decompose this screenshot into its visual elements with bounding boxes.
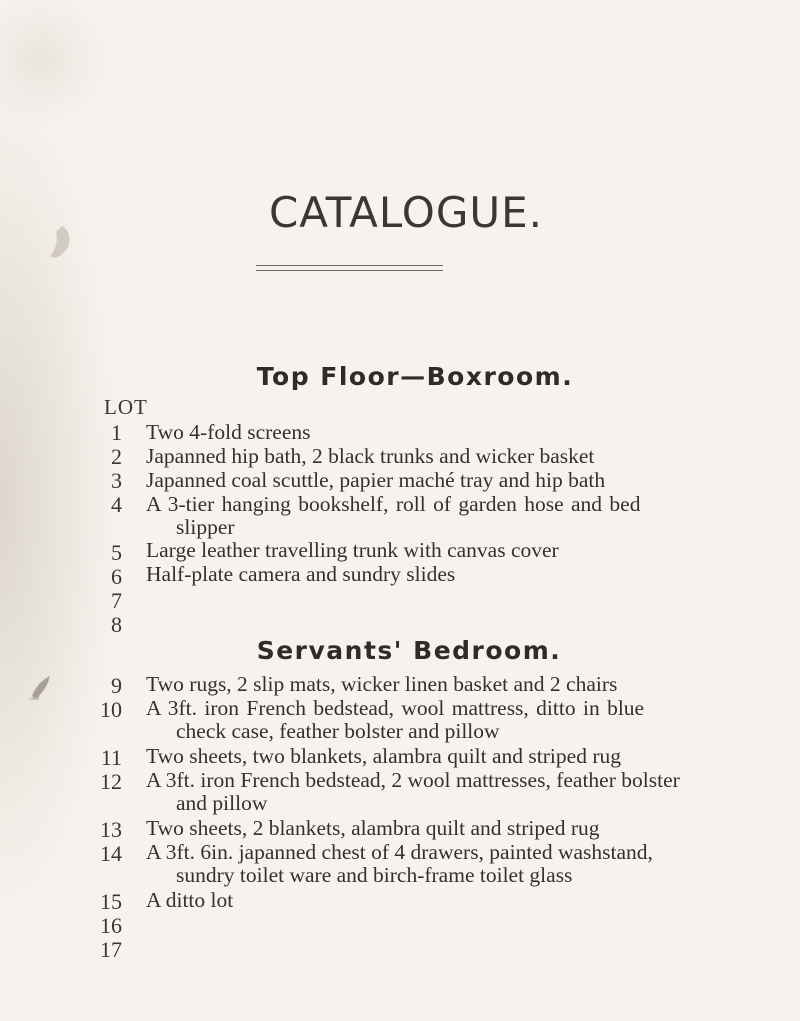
lot-number: 2	[111, 444, 122, 469]
lot-description	[146, 841, 786, 887]
lot-line: Two rugs, 2 slip mats, wicker linen basket and 2 chairs	[146, 672, 618, 696]
lot-line: slipper	[176, 515, 235, 539]
lot-description	[146, 769, 786, 815]
paper-stain	[26, 672, 56, 702]
lot-line: check case, feather bolster and pillow	[176, 719, 500, 743]
lot-description	[146, 563, 786, 586]
lot-description	[146, 817, 786, 840]
lot-description	[146, 889, 786, 912]
lot-number: 9	[111, 673, 122, 698]
section-heading-boxroom: Top Floor—Boxroom.	[256, 362, 574, 391]
lot-line: Japanned hip bath, 2 black trunks and wicker basket	[146, 444, 595, 468]
lot-line: Two sheets, 2 blankets, alambra quilt and striped rug	[146, 816, 600, 840]
lot-number: 10	[100, 697, 122, 722]
lot-description	[146, 673, 786, 696]
lot-line: and pillow	[176, 791, 268, 815]
title-underline-top	[256, 265, 443, 266]
lot-number: 11	[100, 745, 122, 770]
lot-line: A 3-tier hanging bookshelf, roll of garden hose and bed	[146, 492, 641, 516]
lot-number: 13	[100, 817, 122, 842]
lot-number: 4	[111, 492, 122, 517]
lot-number: 8	[111, 612, 122, 637]
lot-number: 16	[100, 913, 122, 938]
lot-line: Large leather travelling trunk with canvas cover	[146, 538, 559, 562]
lot-number: 5	[111, 540, 122, 565]
title-underline-bottom	[256, 270, 443, 271]
lot-description	[146, 421, 786, 444]
lot-line: Two sheets, two blankets, alambra quilt and striped rug	[146, 744, 621, 768]
lot-line: Japanned coal scuttle, papier maché tray and hip bath	[146, 468, 606, 492]
lot-line: A ditto lot	[146, 888, 234, 912]
lot-line: A 3ft. 6in. japanned chest of 4 drawers, painted washstand,	[146, 840, 653, 864]
lot-line: A 3ft. iron French bedstead, wool mattress, ditto in blue	[146, 696, 645, 720]
lot-number: 3	[111, 468, 122, 493]
lot-number: 17	[100, 937, 122, 962]
lot-column-label: LOT	[104, 395, 148, 419]
lot-description	[146, 493, 786, 539]
lot-number: 1	[111, 420, 122, 445]
lot-description	[146, 745, 786, 768]
section-heading-servants-bedroom: Servants' Bedroom.	[256, 636, 562, 665]
lot-number: 12	[100, 769, 122, 794]
lot-description	[146, 697, 786, 743]
catalogue-title: CATALOGUE.	[268, 188, 544, 237]
lot-number: 14	[100, 841, 122, 866]
lot-description	[146, 445, 786, 468]
lot-number: 15	[100, 889, 122, 914]
lot-line: Two 4-fold screens	[146, 420, 311, 444]
lot-number: 7	[111, 588, 122, 613]
lot-line: Half-plate camera and sundry slides	[146, 562, 456, 586]
lot-description	[146, 469, 786, 492]
lot-line: A 3ft. iron French bedstead, 2 wool mattresses, feather bolster	[146, 768, 680, 792]
lot-description	[146, 539, 786, 562]
lot-line: sundry toilet ware and birch-frame toilet glass	[176, 863, 573, 887]
lot-number: 6	[111, 564, 122, 589]
